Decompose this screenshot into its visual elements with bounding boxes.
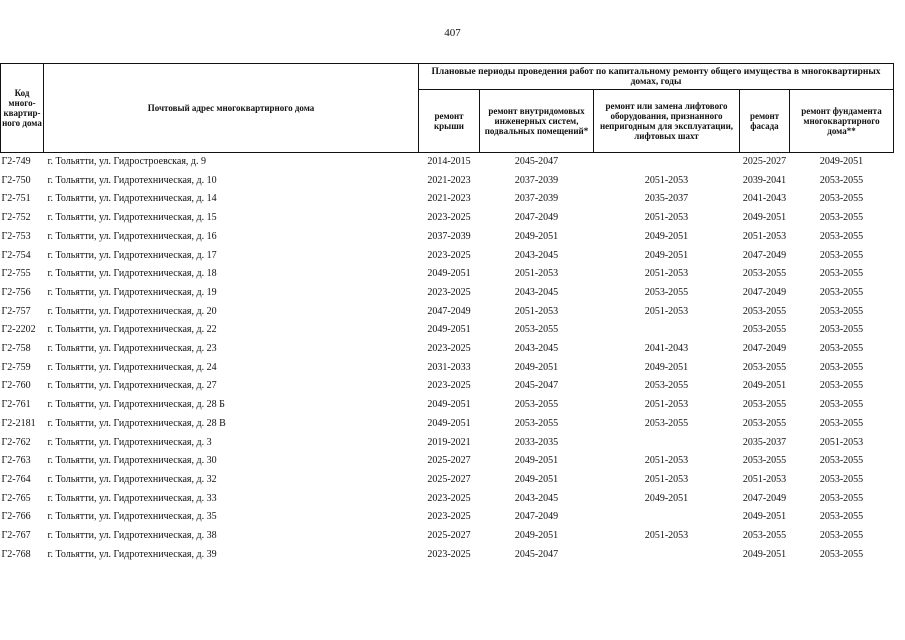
foundation-cell: 2053-2055 [819,286,864,298]
table-row [1,359,894,378]
table-row [1,303,894,322]
elevator-cell [594,546,740,565]
foundation-cell: 2053-2055 [819,230,864,242]
code-cell: Г2-753 [1,230,31,242]
code-cell: Г2-766 [1,511,31,523]
table-row [1,377,894,396]
systems-cell: 2037-2039 [514,174,559,186]
roof-cell: 2049-2051 [427,324,471,336]
foundation-cell: 2053-2055 [819,343,864,355]
facade-cell: 2035-2037 [742,436,787,448]
table-row [1,265,894,284]
foundation-cell: 2053-2055 [819,417,864,429]
facade-cell: 2053-2055 [742,268,787,280]
code-cell: Г2-767 [1,530,31,542]
systems-cell: 2037-2039 [514,193,559,205]
facade-cell: 2047-2049 [742,492,787,504]
elevator-cell: 2041-2043 [644,343,689,355]
address-cell: г. Тольятти, ул. Гидротехническая, д. 35 [47,511,217,523]
elevator-cell: 2053-2055 [644,286,689,298]
facade-cell: 2053-2055 [742,399,787,411]
table-row [1,396,894,415]
roof-cell: 2031-2033 [427,361,471,373]
table-row [1,190,894,209]
facade-cell: 2053-2055 [742,324,787,336]
roof-cell: 2023-2025 [427,492,471,504]
header-foundation: ремонт фундамента многоквартирного дома** [790,90,894,153]
code-cell: Г2-764 [1,473,31,485]
address-cell: г. Тольятти, ул. Гидротехническая, д. 38 [47,530,217,542]
elevator-cell: 2035-2037 [644,193,689,205]
facade-cell: 2047-2049 [742,343,787,355]
foundation-cell: 2053-2055 [819,530,864,542]
table-row [1,546,894,565]
roof-cell: 2025-2027 [427,455,471,467]
facade-cell: 2041-2043 [742,193,787,205]
address-cell: г. Тольятти, ул. Гидротехническая, д. 20 [47,305,217,317]
roof-cell: 2047-2049 [427,305,471,317]
roof-cell: 2025-2027 [427,473,471,485]
facade-cell: 2051-2053 [742,473,787,485]
foundation-cell: 2051-2053 [819,436,864,448]
elevator-cell: 2049-2051 [644,361,689,373]
header-systems: ремонт внутридомовых инженерных систем, подвальных помещений* [480,90,594,153]
table-row [1,228,894,247]
address-cell: г. Тольятти, ул. Гидротехническая, д. 17 [47,249,217,261]
roof-cell: 2023-2025 [427,380,471,392]
code-cell: Г2-757 [1,305,31,317]
elevator-cell: 2051-2053 [644,530,689,542]
address-cell: г. Тольятти, ул. Гидростроевская, д. 9 [47,156,207,167]
systems-cell: 2043-2045 [514,343,559,355]
table-row [1,153,894,172]
elevator-cell: 2051-2053 [644,305,689,317]
table-row [1,284,894,303]
address-cell: г. Тольятти, ул. Гидротехническая, д. 22 [47,324,217,336]
systems-cell: 2053-2055 [514,324,559,336]
foundation-cell: 2053-2055 [819,548,864,560]
facade-cell: 2039-2041 [742,174,787,186]
systems-cell: 2033-2035 [514,436,559,448]
address-cell: г. Тольятти, ул. Гидротехническая, д. 39 [47,548,217,560]
code-cell: Г2-762 [1,436,31,448]
address-cell: г. Тольятти, ул. Гидротехническая, д. 16 [47,230,217,242]
facade-cell: 2053-2055 [742,530,787,542]
table-row [1,434,894,453]
systems-cell: 2045-2047 [514,156,559,167]
facade-cell: 2047-2049 [742,286,787,298]
address-cell: г. Тольятти, ул. Гидротехническая, д. 24 [47,361,217,373]
systems-cell: 2045-2047 [514,380,559,392]
foundation-cell: 2053-2055 [819,492,864,504]
table-row [1,508,894,527]
foundation-cell: 2053-2055 [819,455,864,467]
code-cell: Г2-749 [1,156,31,167]
systems-cell: 2047-2049 [514,212,559,224]
foundation-cell: 2053-2055 [819,305,864,317]
code-cell: Г2-768 [1,548,31,560]
foundation-cell: 2053-2055 [819,174,864,186]
facade-cell: 2053-2055 [742,455,787,467]
roof-cell: 2023-2025 [427,286,471,298]
systems-cell: 2049-2051 [514,230,559,242]
systems-cell: 2053-2055 [514,399,559,411]
systems-cell: 2045-2047 [514,548,559,560]
table-row [1,172,894,191]
systems-cell: 2051-2053 [514,305,559,317]
facade-cell: 2053-2055 [742,417,787,429]
roof-cell: 2021-2023 [427,193,471,205]
systems-cell: 2043-2045 [514,249,559,261]
address-cell: г. Тольятти, ул. Гидротехническая, д. 33 [47,492,217,504]
facade-cell: 2053-2055 [742,305,787,317]
facade-cell: 2051-2053 [742,230,787,242]
header-periods-group: Плановые периоды проведения работ по капитальному ремонту общего имущества в многоквартирных домах, годы [419,64,894,90]
systems-cell: 2053-2055 [514,417,559,429]
address-cell: г. Тольятти, ул. Гидротехническая, д. 30 [47,455,217,467]
roof-cell: 2021-2023 [427,174,471,186]
foundation-cell: 2053-2055 [819,511,864,523]
address-cell: г. Тольятти, ул. Гидротехническая, д. 23 [47,343,217,355]
foundation-cell: 2053-2055 [819,380,864,392]
foundation-cell: 2053-2055 [819,268,864,280]
code-cell: Г2-750 [1,174,31,186]
table-row [1,471,894,490]
address-cell: г. Тольятти, ул. Гидротехническая, д. 28 В [47,417,226,429]
foundation-cell: 2053-2055 [819,212,864,224]
facade-cell: 2053-2055 [742,361,787,373]
roof-cell: 2023-2025 [427,343,471,355]
elevator-cell: 2049-2051 [644,230,689,242]
elevator-cell [594,321,740,340]
elevator-cell [594,153,740,172]
systems-cell: 2049-2051 [514,455,559,467]
elevator-cell: 2051-2053 [644,399,689,411]
facade-cell: 2047-2049 [742,249,787,261]
roof-cell: 2014-2015 [427,156,471,167]
elevator-cell: 2051-2053 [644,174,689,186]
systems-cell: 2049-2051 [514,361,559,373]
elevator-cell: 2049-2051 [644,492,689,504]
code-cell: Г2-752 [1,212,31,224]
address-cell: г. Тольятти, ул. Гидротехническая, д. 14 [47,193,217,205]
table-row [1,415,894,434]
systems-cell: 2043-2045 [514,492,559,504]
roof-cell: 2049-2051 [427,268,471,280]
roof-cell: 2025-2027 [427,530,471,542]
elevator-cell [594,508,740,527]
elevator-cell: 2051-2053 [644,212,689,224]
address-cell: г. Тольятти, ул. Гидротехническая, д. 18 [47,268,217,280]
code-cell: Г2-756 [1,286,31,298]
elevator-cell: 2053-2055 [644,380,689,392]
facade-cell: 2049-2051 [742,511,787,523]
address-cell: г. Тольятти, ул. Гидротехническая, д. 28 Б [47,399,225,411]
code-cell: Г2-763 [1,455,31,467]
header-roof: ремонт крыши [419,90,480,153]
code-cell: Г2-2181 [1,417,36,429]
elevator-cell: 2053-2055 [644,417,689,429]
header-address: Почтовый адрес многоквартирного дома [44,64,419,153]
elevator-cell [594,434,740,453]
code-cell: Г2-755 [1,268,31,280]
code-cell: Г2-754 [1,249,31,261]
code-cell: Г2-765 [1,492,31,504]
address-cell: г. Тольятти, ул. Гидротехническая, д. 19 [47,286,217,298]
systems-cell: 2049-2051 [514,530,559,542]
elevator-cell: 2051-2053 [644,455,689,467]
roof-cell: 2023-2025 [427,511,471,523]
roof-cell: 2023-2025 [427,548,471,560]
table-body [1,153,894,565]
roof-cell: 2037-2039 [427,230,471,242]
address-cell: г. Тольятти, ул. Гидротехническая, д. 3 [47,436,212,448]
table-row [1,321,894,340]
address-cell: г. Тольятти, ул. Гидротехническая, д. 27 [47,380,217,392]
systems-cell: 2051-2053 [514,268,559,280]
address-cell: г. Тольятти, ул. Гидротехническая, д. 32 [47,473,217,485]
roof-cell: 2023-2025 [427,212,471,224]
table-row [1,452,894,471]
foundation-cell: 2053-2055 [819,399,864,411]
code-cell: Г2-2202 [1,324,36,336]
foundation-cell: 2053-2055 [819,249,864,261]
table-row [1,340,894,359]
code-cell: Г2-760 [1,380,31,392]
systems-cell: 2047-2049 [514,511,559,523]
header-elevator: ремонт или замена лифтового оборудования, признанного непригодным для эксплуатации, лифтовых шахт [594,90,740,153]
elevator-cell: 2049-2051 [644,249,689,261]
header-facade: ремонт фасада [740,90,790,153]
foundation-cell: 2049-2051 [819,156,864,167]
roof-cell: 2019-2021 [427,436,471,448]
page-number: 407 [444,27,461,39]
foundation-cell: 2053-2055 [819,324,864,336]
table-row [1,209,894,228]
table-row [1,490,894,509]
foundation-cell: 2053-2055 [819,473,864,485]
elevator-cell: 2051-2053 [644,473,689,485]
code-cell: Г2-761 [1,399,31,411]
facade-cell: 2049-2051 [742,380,787,392]
facade-cell: 2025-2027 [742,156,787,167]
code-cell: Г2-758 [1,343,31,355]
roof-cell: 2023-2025 [427,249,471,261]
address-cell: г. Тольятти, ул. Гидротехническая, д. 10 [47,174,217,186]
code-cell: Г2-759 [1,361,31,373]
systems-cell: 2049-2051 [514,473,559,485]
table-row [1,527,894,546]
systems-cell: 2043-2045 [514,286,559,298]
facade-cell: 2049-2051 [742,212,787,224]
repair-schedule-table [0,63,894,564]
facade-cell: 2049-2051 [742,548,787,560]
roof-cell: 2049-2051 [427,417,471,429]
table-header [1,64,894,153]
foundation-cell: 2053-2055 [819,361,864,373]
roof-cell: 2049-2051 [427,399,471,411]
code-cell: Г2-751 [1,193,31,205]
address-cell: г. Тольятти, ул. Гидротехническая, д. 15 [47,212,217,224]
table-row [1,247,894,266]
header-code: Код много-квартир-ного дома [1,64,44,153]
elevator-cell: 2051-2053 [644,268,689,280]
foundation-cell: 2053-2055 [819,193,864,205]
